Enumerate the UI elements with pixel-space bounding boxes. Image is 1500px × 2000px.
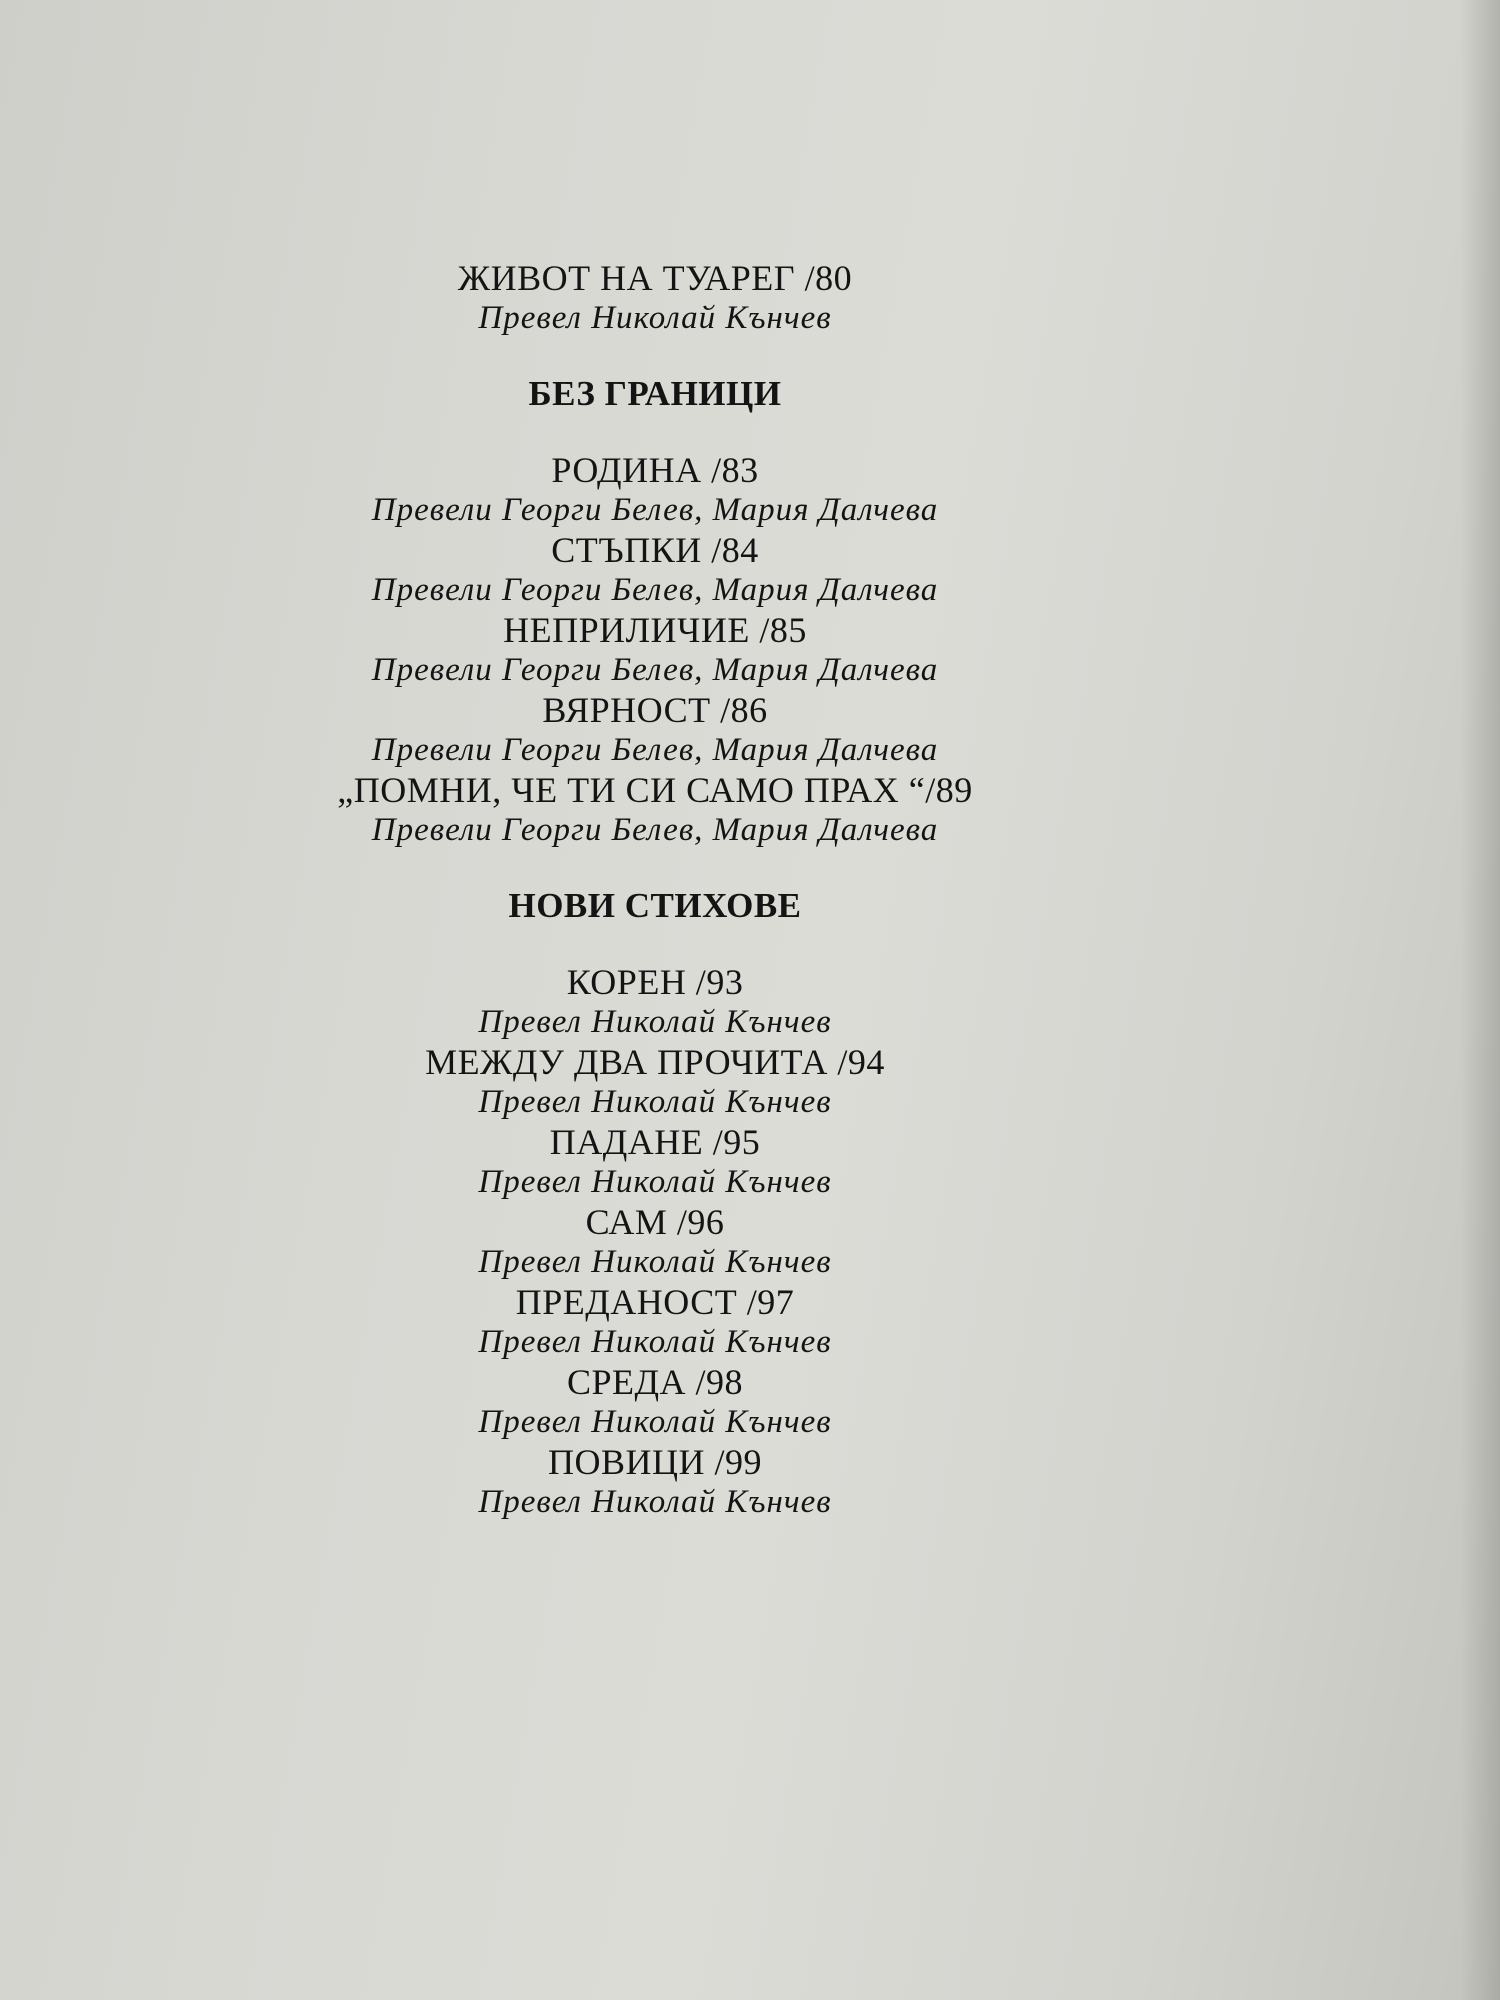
section-heading: БЕЗ ГРАНИЦИ [528,374,782,413]
toc-entry-translator: Превел Николай Кънчев [478,300,832,336]
toc-entry-title: ВЯРНОСТ /86 [542,690,768,730]
toc-entry-translator: Превели Георги Белев, Мария Далчева [371,812,939,848]
page-edge-shadow [1460,0,1500,2000]
toc-entry-title: СТЪПКИ /84 [551,530,759,570]
toc-entry-title: МЕЖДУ ДВА ПРОЧИТА /94 [425,1042,885,1082]
toc-entry-title: СРЕДА /98 [566,1362,744,1402]
toc-entry-title: ПРЕДАНОСТ /97 [515,1282,795,1322]
toc-entry-translator: Превели Георги Белев, Мария Далчева [371,572,939,608]
toc-entry-translator: Превели Георги Белев, Мария Далчева [371,492,939,528]
toc-entry-title: ПОВИЦИ /99 [547,1442,762,1482]
toc-entry-title: РОДИНА /83 [551,450,759,490]
toc-entry-title: НЕПРИЛИЧИЕ /85 [503,610,807,650]
toc-entry-translator: Превел Николай Кънчев [478,1404,832,1440]
toc-entry-translator: Превел Николай Кънчев [478,1084,832,1120]
toc-entry-translator: Превел Николай Кънчев [478,1164,832,1200]
toc-entry-title: КОРЕН /93 [566,962,744,1002]
section-heading: НОВИ СТИХОВЕ [508,886,802,925]
toc-entry-translator: Превели Георги Белев, Мария Далчева [371,652,939,688]
toc-entry-translator: Превел Николай Кънчев [478,1004,832,1040]
toc-entry-translator: Превел Николай Кънчев [478,1324,832,1360]
toc-entry-translator: Превели Георги Белев, Мария Далчева [371,732,939,768]
toc-entry-title: ЖИВОТ НА ТУАРЕГ /80 [457,258,853,298]
table-of-contents [0,258,1310,1522]
toc-entry-title: САМ /96 [585,1202,725,1242]
toc-entry-title: ПАДАНЕ /95 [549,1122,761,1162]
toc-entry-translator: Превел Николай Кънчев [478,1244,832,1280]
toc-entry-translator: Превел Николай Кънчев [478,1484,832,1520]
toc-entry-title: „ПОМНИ, ЧЕ ТИ СИ САМО ПРАХ “/89 [337,770,973,810]
